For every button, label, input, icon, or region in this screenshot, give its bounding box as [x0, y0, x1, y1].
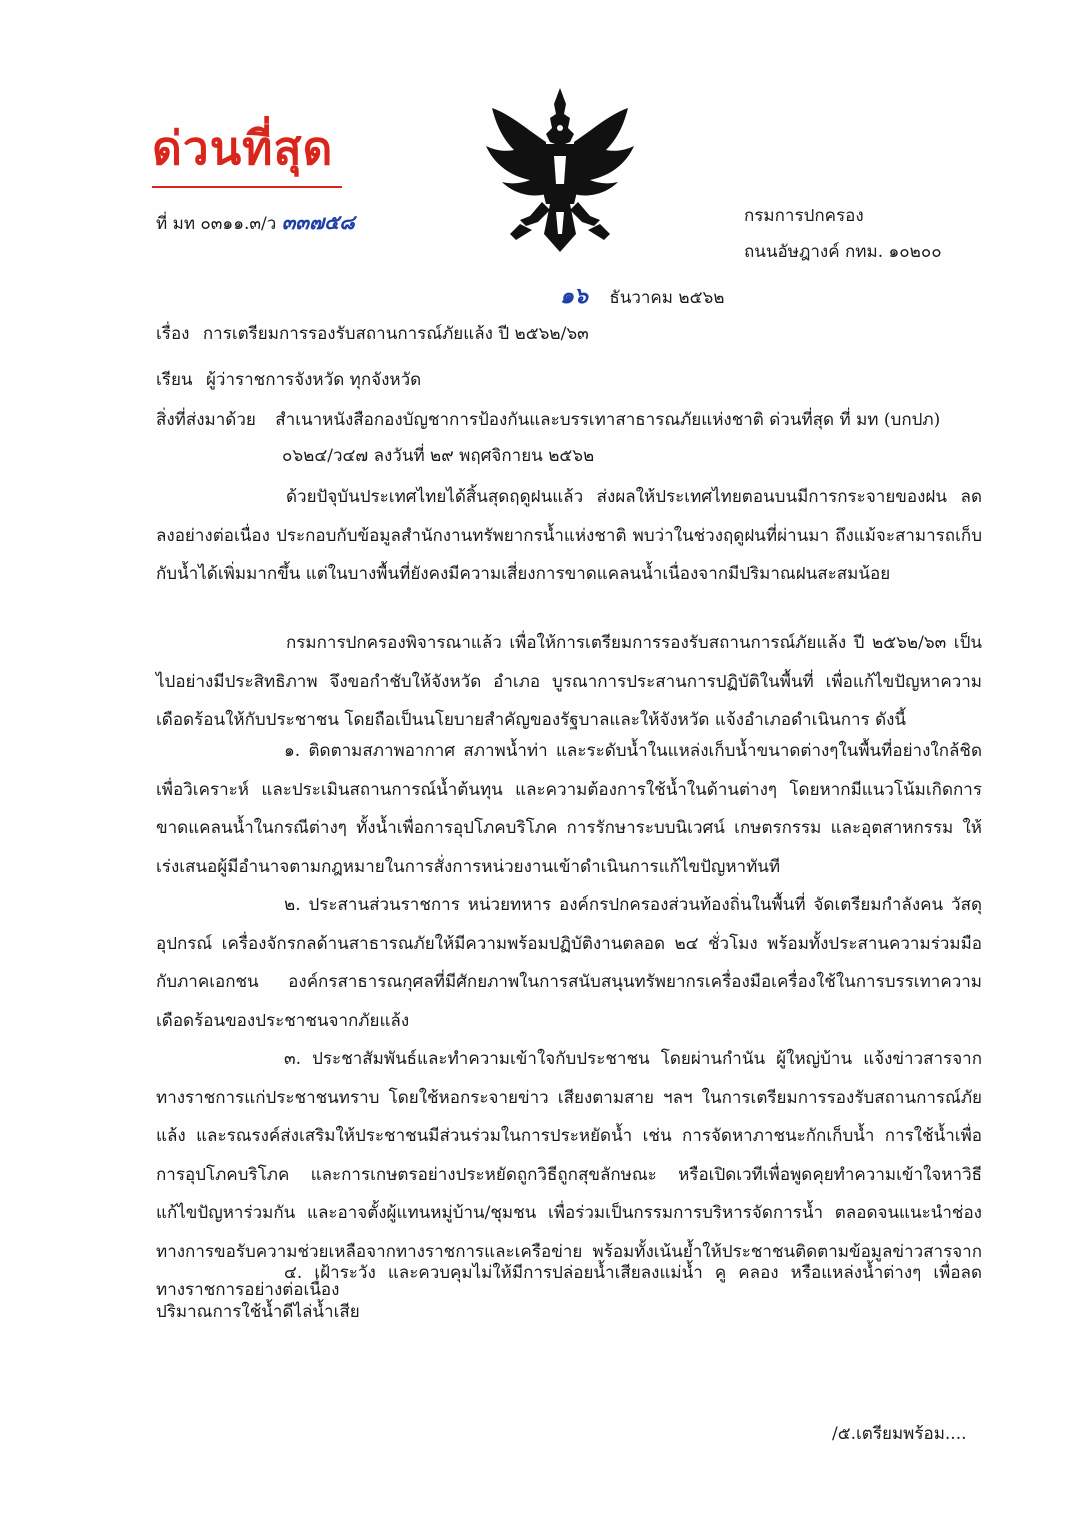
subject-line: [156, 324, 589, 344]
enclosure-text-continued: ๐๖๒๔/ว๔๗ ลงวันที่ ๒๙ พฤศจิกายน ๒๕๖๒: [282, 446, 595, 466]
date-month-year: ธันวาคม ๒๕๖๒: [609, 288, 725, 308]
body-paragraph-2: กรมการปกครองพิจารณาแล้ว เพื่อให้การเตรียมการรองรับสถานการณ์ภัยแล้ง ปี ๒๕๖๒/๖๓ เป็นไปอย่างมีประสิทธิภาพ จึงขอกำชับให้จังหวัด อำเภอ บูรณาการประสานการปฏิบัติในพื้นที่ เพื่อแก้ไขปัญหาความเดือดร้อนให้กับประชาชน โดยถือเป็นนโยบายสำคัญของรัฐบาลและให้จังหวัด แจ้งอำเภอดำเนินการ ดังนี้: [156, 633, 982, 730]
list-item-2: ๒. ประสานส่วนราชการ หน่วยทหาร องค์กรปกครองส่วนท้องถิ่นในพื้นที่ จัดเตรียมกำลังคน วัสดุ อุปกรณ์ เครื่องจักรกลด้านสาธารณภัยให้มีความพร้อมปฏิบัติงานตลอด ๒๔ ชั่วโมง พร้อมทั้งประสานความร่วมมือกับภาคเอกชน องค์กรสาธารณกุศลที่มีศักยภาพในการสนับสนุนทรัพยากรเครื่องมือเครื่องใช้ในการบรรเทาความเดือดร้อนของประชาชนจากภัยแล้ง: [156, 895, 982, 1031]
urgency-underline: [152, 186, 342, 188]
subject-text: การเตรียมการรองรับสถานการณ์ภัยแล้ง ปี ๒๕๖๒/๖๓: [202, 324, 589, 344]
addressee-text: ผู้ว่าราชการจังหวัด ทุกจังหวัด: [205, 370, 422, 390]
continuation-note: /๕.เตรียมพร้อม....: [832, 1424, 967, 1444]
enclosure-text: สำเนาหนังสือกองบัญชาการป้องกันและบรรเทาสาธารณภัยแห่งชาติ ด่วนที่สุด ที่ มท (บกปภ): [275, 410, 941, 430]
enclosure-line: [156, 410, 940, 430]
enclosure-label: สิ่งที่ส่งมาด้วย: [156, 410, 256, 430]
list-item-3: ๓. ประชาสัมพันธ์และทำความเข้าใจกับประชาชน โดยผ่านกำนัน ผู้ใหญ่บ้าน แจ้งข่าวสารจากทางราชการแก่ประชาชนทราบ โดยใช้หอกระจายข่าว เสียงตามสาย ฯลฯ ในการเตรียมการรองรับสถานการณ์ภัยแล้ง และรณรงค์ส่งเสริมให้ประชาชนมีส่วนร่วมในการประหยัดน้ำ เช่น การจัดหาภาชนะกักเก็บน้ำ การใช้น้ำเพื่อการอุปโภคบริโภค และการเกษตรอย่างประหยัดถูกวิธีถูกสุขลักษณะ หรือเปิดเวทีเพื่อพูดคุยทำความเข้าใจหาวิธีแก้ไขปัญหาร่วมกัน และอาจตั้งผู้แทนหมู่บ้าน/ชุมชน เพื่อร่วมเป็นกรรมการบริหารจัดการน้ำ ตลอดจนแนะนำช่องทางการขอรับความช่วยเหลือจากทางราชการและเครือข่าย พร้อมทั้งเน้นย้ำให้ประชาชนติดตามข้อมูลข่าวสารจากทางราชการอย่างต่อเนื่อง: [156, 1049, 982, 1300]
reference-line: [156, 212, 355, 234]
agency-address: ถนนอัษฎางค์ กทม. ๑๐๒๐๐: [744, 242, 942, 262]
date-day: ๑๖: [560, 283, 588, 309]
reference-number: ๓๓๗๕๘: [281, 210, 355, 234]
garuda-emblem-icon: [480, 84, 640, 256]
agency-name: กรมการปกครอง: [744, 206, 864, 226]
date-line: [560, 283, 725, 309]
reference-prefix: ที่ มท ๐๓๑๑.๓/ว: [156, 214, 277, 234]
addressee-label: เรียน: [156, 370, 193, 390]
addressee-line: [156, 370, 421, 390]
body-paragraph-1: ด้วยปัจุบันประเทศไทยได้สิ้นสุดฤดูฝนแล้ว ส่งผลให้ประเทศไทยตอนบนมีการกระจายของฝน ลดลงอย่างต่อเนื่อง ประกอบกับข้อมูลสำนักงานทรัพยากรน้ำแห่งชาติ พบว่าในช่วงฤดูฝนที่ผ่านมา ถึงแม้จะสามารถเก็บกับน้ำได้เพิ่มมากขึ้น แต่ในบางพื้นที่ยังคงมีความเสี่ยงการขาดแคลนน้ำเนื่องจากมีปริมาณฝนสะสมน้อย: [156, 487, 982, 584]
subject-label: เรื่อง: [156, 324, 190, 344]
list-item-1: ๑. ติดตามสภาพอากาศ สภาพน้ำท่า และระดับน้ำในแหล่งเก็บน้ำขนาดต่างๆในพื้นที่อย่างใกล้ชิด เพื่อวิเคราะห์ และประเมินสถานการณ์น้ำต้นทุน และความต้องการใช้น้ำในด้านต่างๆ โดยหากมีแนวโน้มเกิดการขาดแคลนน้ำในกรณีต่างๆ ทั้งน้ำเพื่อการอุปโภคบริโภค การรักษาระบบนิเวศน์ เกษตรกรรม และอุตสาหกรรม ให้เร่งเสนอผู้มีอำนาจตามกฎหมายในการสั่งการหน่วยงานเข้าดำเนินการแก้ไขปัญหาทันที: [156, 741, 982, 877]
urgency-stamp: ด่วนที่สุด: [152, 121, 334, 175]
list-item-4: ๔. เฝ้าระวัง และควบคุมไม่ให้มีการปล่อยน้ำเสียลงแม่น้ำ คู คลอง หรือแหล่งน้ำต่างๆ เพื่อลดปริมาณการใช้น้ำดีไล่น้ำเสีย: [156, 1263, 982, 1322]
